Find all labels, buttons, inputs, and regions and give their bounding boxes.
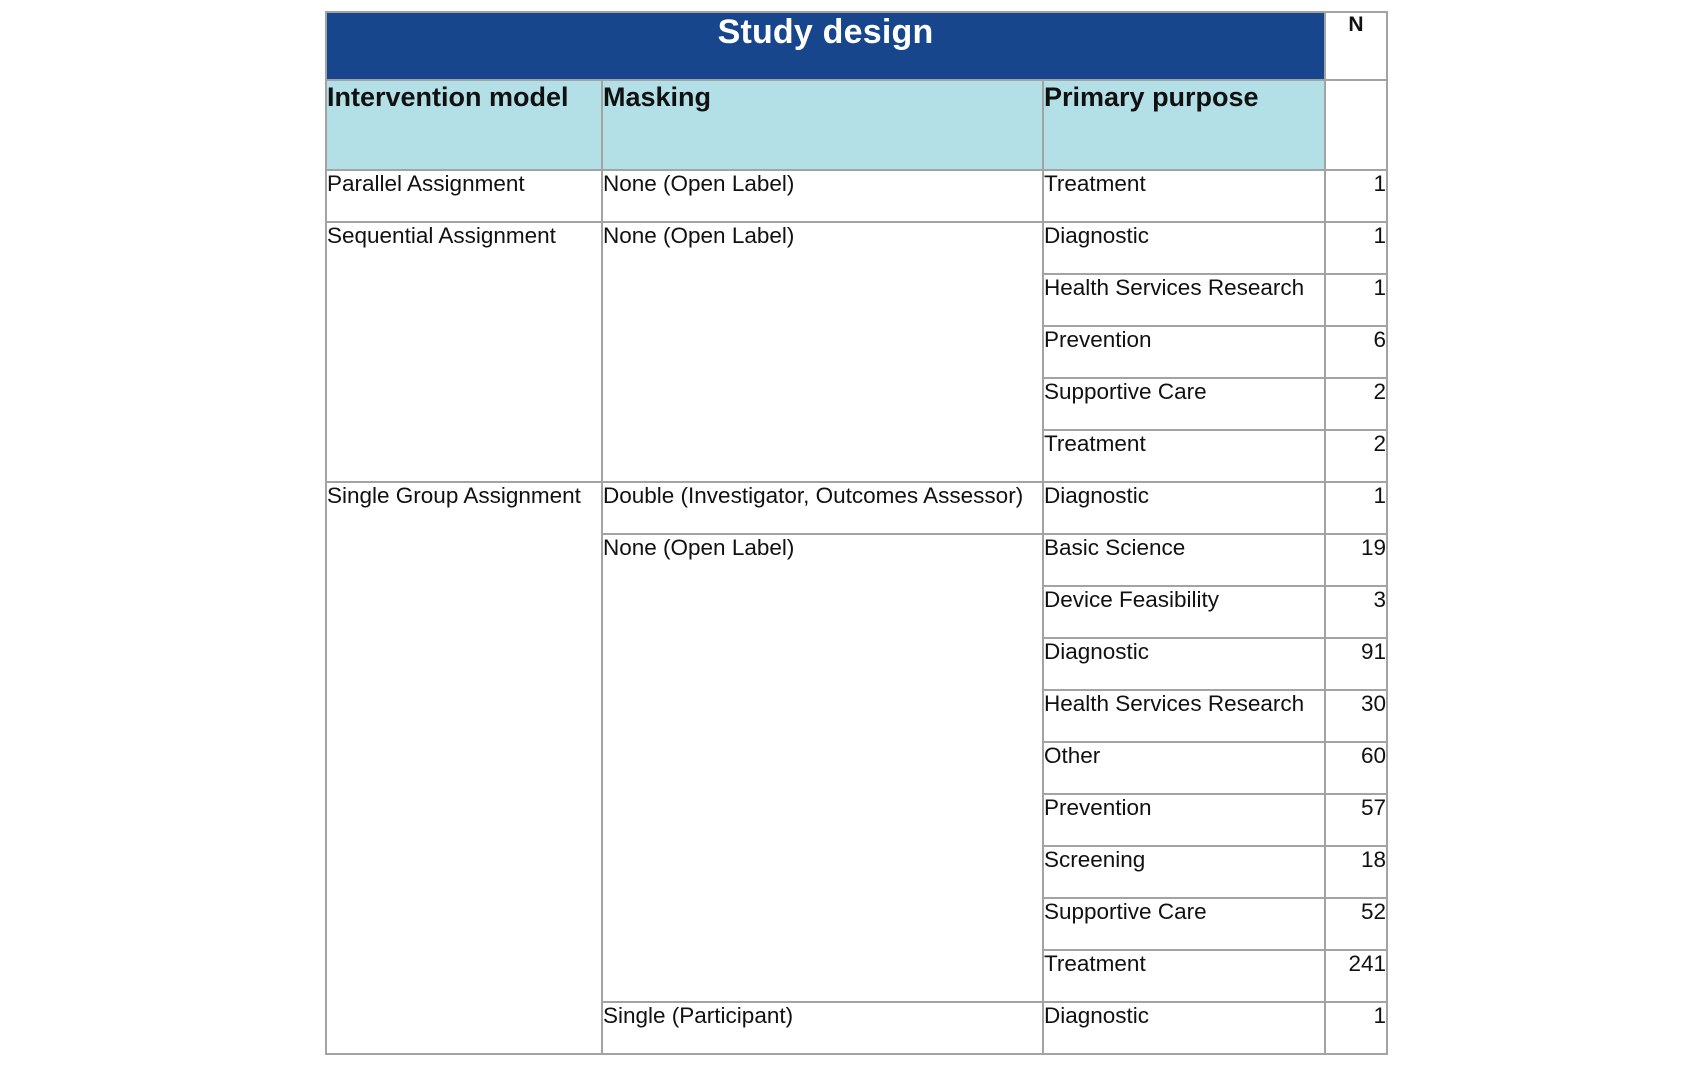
n-value-cell: 60 xyxy=(1325,742,1387,794)
n-value-cell: 18 xyxy=(1325,846,1387,898)
primary-purpose-cell: Health Services Research xyxy=(1043,274,1325,326)
n-value-cell: 1 xyxy=(1325,482,1387,534)
title-row xyxy=(326,12,1387,80)
masking-cell: None (Open Label) xyxy=(602,170,1043,222)
table-body xyxy=(326,170,1387,1054)
primary-purpose-cell: Screening xyxy=(1043,846,1325,898)
intervention-model-cell: Single Group Assignment xyxy=(326,482,602,1054)
primary-purpose-cell: Diagnostic xyxy=(1043,222,1325,274)
n-value-cell: 6 xyxy=(1325,326,1387,378)
n-value-cell: 57 xyxy=(1325,794,1387,846)
masking-cell: None (Open Label) xyxy=(602,222,1043,482)
primary-purpose-cell: Other xyxy=(1043,742,1325,794)
column-header-primary-purpose: Primary purpose xyxy=(1043,80,1325,170)
primary-purpose-cell: Device Feasibility xyxy=(1043,586,1325,638)
intervention-model-cell: Sequential Assignment xyxy=(326,222,602,482)
n-value-cell: 241 xyxy=(1325,950,1387,1002)
primary-purpose-cell: Diagnostic xyxy=(1043,1002,1325,1054)
n-value-cell: 3 xyxy=(1325,586,1387,638)
primary-purpose-cell: Diagnostic xyxy=(1043,482,1325,534)
n-value-cell: 1 xyxy=(1325,170,1387,222)
table-row xyxy=(326,222,1387,274)
intervention-model-cell: Parallel Assignment xyxy=(326,170,602,222)
column-header-row xyxy=(326,80,1387,170)
primary-purpose-cell: Basic Science xyxy=(1043,534,1325,586)
masking-cell: Single (Participant) xyxy=(602,1002,1043,1054)
table-row xyxy=(326,170,1387,222)
primary-purpose-cell: Diagnostic xyxy=(1043,638,1325,690)
primary-purpose-cell: Treatment xyxy=(1043,950,1325,1002)
table-title: Study design xyxy=(326,12,1325,80)
n-value-cell: 1 xyxy=(1325,222,1387,274)
n-value-cell: 91 xyxy=(1325,638,1387,690)
primary-purpose-cell: Treatment xyxy=(1043,170,1325,222)
n-value-cell: 1 xyxy=(1325,1002,1387,1054)
column-header-masking: Masking xyxy=(602,80,1043,170)
study-design-table xyxy=(325,11,1388,1055)
table-row xyxy=(326,482,1387,534)
primary-purpose-cell: Supportive Care xyxy=(1043,898,1325,950)
masking-cell: None (Open Label) xyxy=(602,534,1043,1002)
n-value-cell: 19 xyxy=(1325,534,1387,586)
n-value-cell: 52 xyxy=(1325,898,1387,950)
n-value-cell: 2 xyxy=(1325,378,1387,430)
primary-purpose-cell: Treatment xyxy=(1043,430,1325,482)
primary-purpose-cell: Supportive Care xyxy=(1043,378,1325,430)
column-header-intervention-model: Intervention model xyxy=(326,80,602,170)
primary-purpose-cell: Prevention xyxy=(1043,326,1325,378)
n-column-header-spacer xyxy=(1325,80,1387,170)
n-value-cell: 1 xyxy=(1325,274,1387,326)
n-column-header: N xyxy=(1325,12,1387,80)
masking-cell: Double (Investigator, Outcomes Assessor) xyxy=(602,482,1043,534)
n-value-cell: 2 xyxy=(1325,430,1387,482)
n-value-cell: 30 xyxy=(1325,690,1387,742)
primary-purpose-cell: Prevention xyxy=(1043,794,1325,846)
primary-purpose-cell: Health Services Research xyxy=(1043,690,1325,742)
